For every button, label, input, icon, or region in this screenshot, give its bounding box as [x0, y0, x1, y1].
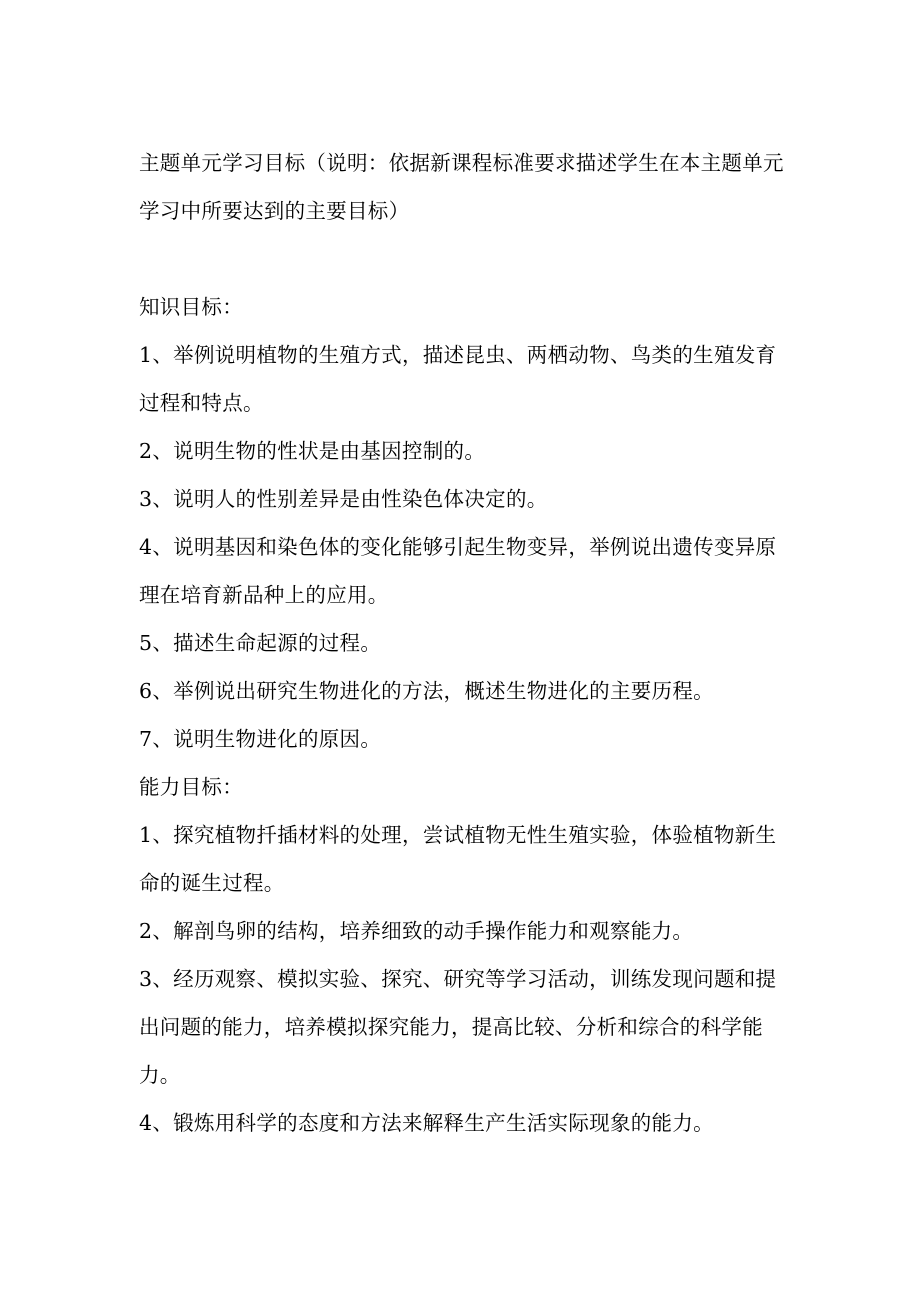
knowledge-item: 6、举例说出研究生物进化的方法，概述生物进化的主要历程。: [139, 679, 714, 703]
ability-item: 2、解剖鸟卵的结构，培养细致的动手操作能力和观察能力。: [139, 919, 694, 943]
knowledge-item: 2、说明生物的性状是由基因控制的。: [139, 439, 486, 463]
ability-heading: 能力目标：: [139, 775, 243, 799]
ability-item: 1、探究植物扦插材料的处理，尝试植物无性生殖实验，体验植物新生命的诞生过程。: [139, 823, 777, 895]
knowledge-item: 5、描述生命起源的过程。: [139, 631, 382, 655]
ability-list: [139, 811, 789, 1147]
knowledge-item: 1、举例说明植物的生殖方式，描述昆虫、两栖动物、鸟类的生殖发育过程和特点。: [139, 343, 777, 415]
paragraph-spacer: [139, 235, 789, 283]
knowledge-item: 3、说明人的性别差异是由性染色体决定的。: [139, 487, 548, 511]
knowledge-item: 4、说明基因和染色体的变化能够引起生物变异，举例说出遗传变异原理在培育新品种上的应用。: [139, 535, 777, 607]
ability-item: 4、锻炼用科学的态度和方法来解释生产生活实际现象的能力。: [139, 1111, 714, 1135]
knowledge-list: [139, 331, 789, 763]
ability-item: 3、经历观察、模拟实验、探究、研究等学习活动，训练发现问题和提出问题的能力，培养模拟探究能力，提高比较、分析和综合的科学能力。: [139, 967, 777, 1087]
knowledge-item: 7、说明生物进化的原因。: [139, 727, 382, 751]
intro-paragraph: 主题单元学习目标（说明：依据新课程标准要求描述学生在本主题单元学习中所要达到的主要目标）: [139, 151, 784, 223]
knowledge-heading: 知识目标：: [139, 295, 243, 319]
document-body: [139, 139, 789, 1147]
